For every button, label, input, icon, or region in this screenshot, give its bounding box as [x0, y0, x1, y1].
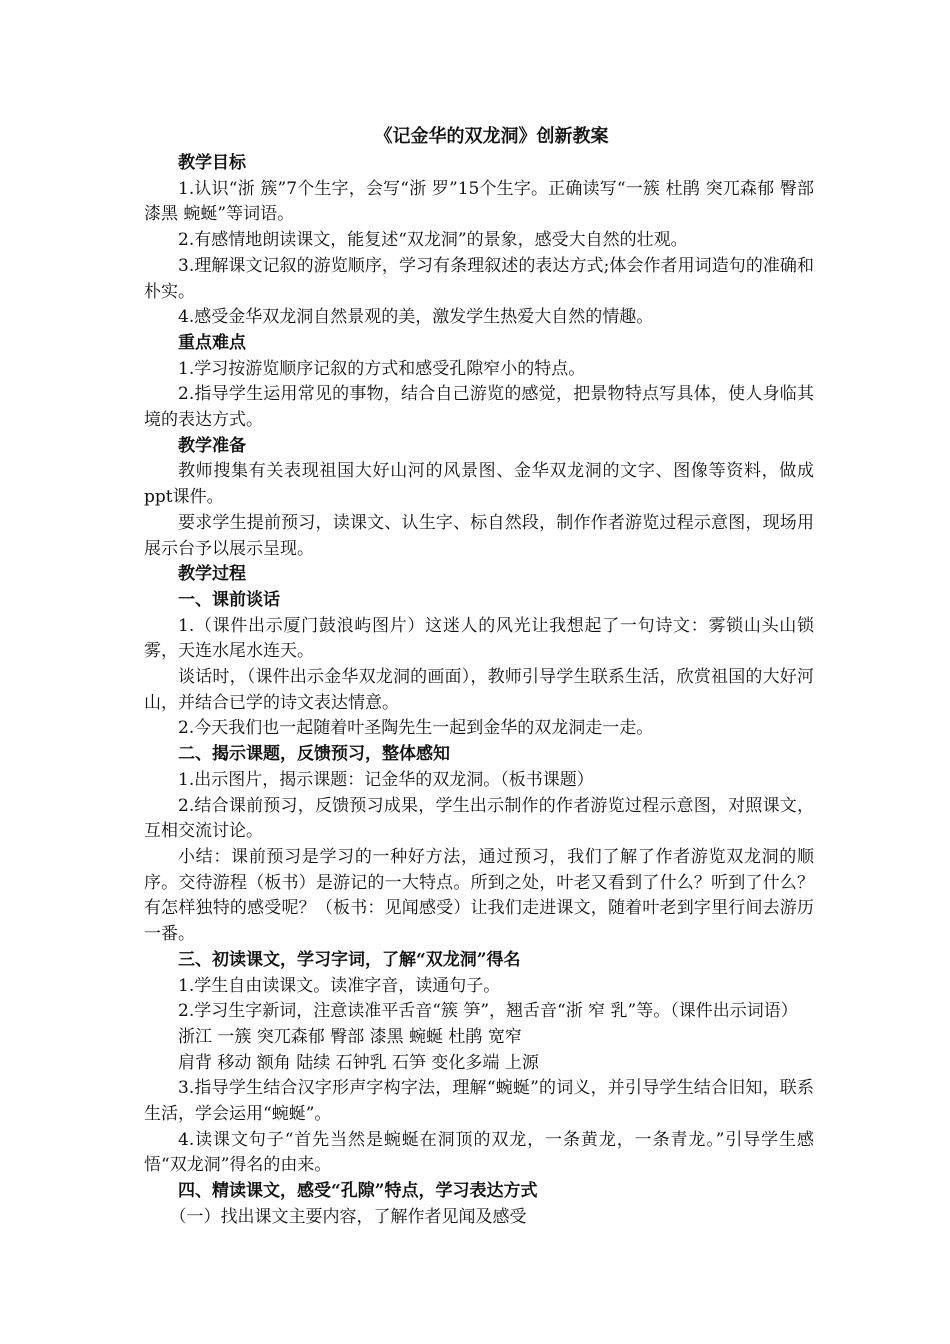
paragraph: 1.学生自由读课文。读准字音，读通句子。	[178, 975, 501, 996]
paragraph: 2.今天我们也一起随着叶圣陶先生一起到金华的双龙洞走一走。	[178, 718, 654, 739]
paragraph: 教师搜集有关表现祖国大好山河的风景图、金华双龙洞的文字、图像等资料，做成ppt课件。	[144, 461, 814, 508]
section-heading: 三、初读课文，学习字词，了解“双龙洞”得名	[178, 949, 521, 970]
section-heading: 二、揭示课题，反馈预习，整体感知	[178, 744, 450, 765]
paragraph: 3.指导学生结合汉字形声字构字法，理解“蜿蜒”的词义，并引导学生结合旧知，联系生活，学会运用“蜿蜒”。	[144, 1078, 814, 1125]
section-heading: 教学过程	[178, 564, 246, 585]
paragraph: 谈话时，（课件出示金华双龙洞的画面），教师引导学生联系生活，欣赏祖国的大好河山，并结合已学的诗文表达情意。	[144, 667, 814, 713]
document-body	[144, 151, 814, 1231]
paragraph: 1.学习按游览顺序记叙的方式和感受孔隙窄小的特点。	[178, 358, 586, 379]
section-heading: 教学目标	[178, 153, 246, 173]
document-page	[144, 123, 814, 1231]
section-heading: 教学准备	[178, 435, 246, 456]
paragraph: 4.感受金华双龙洞自然景观的美，激发学生热爱大自然的情趣。	[178, 307, 654, 328]
paragraph: 1.认识“浙 簇”7个生字，会写“浙 罗”15个生字。正确读写“一簇 杜鹃 突兀森郁 臀部 漆黑 蜿蜒”等词语。	[144, 178, 814, 225]
section-heading: 四、精读课文，感受“孔隙”特点，学习表达方式	[178, 1181, 538, 1202]
paragraph: 4.读课文句子“首先当然是蜿蜒在洞顶的双龙，一条黄龙，一条青龙。”引导学生感悟“双龙洞”得名的由来。	[144, 1129, 814, 1176]
paragraph: 1.出示图片，揭示课题：记金华的双龙洞。（板书课题）	[178, 769, 594, 790]
section-heading: 一、课前谈话	[178, 589, 280, 610]
paragraph: 要求学生提前预习，读课文、认生字、标自然段，制作作者游览过程示意图，现场用展示台予以展示呈现。	[144, 512, 814, 559]
paragraph: 肩背 移动 额角 陆续 石钟乳 石笋 变化多端 上源	[178, 1052, 539, 1073]
document-title: 《记金华的双龙洞》创新教案	[374, 126, 609, 147]
paragraph: 浙江 一簇 突兀森郁 臀部 漆黑 蜿蜒 杜鹃 宽窄	[178, 1026, 522, 1047]
paragraph: 2.有感情地朗读课文，能复述“双龙洞”的景象，感受大自然的壮观。	[178, 230, 688, 251]
paragraph: 1.（课件出示厦门鼓浪屿图片）这迷人的风光让我想起了一句诗文：雾锁山头山锁雾，天连水尾水连天。	[144, 615, 814, 662]
paragraph: （一）找出课文主要内容，了解作者见闻及感受	[169, 1206, 527, 1227]
section-heading: 重点难点	[178, 332, 246, 353]
paragraph: 3.理解课文记叙的游览顺序，学习有条理叙述的表达方式;体会作者用词造句的准确和朴实。	[144, 255, 814, 302]
paragraph: 2.学习生字新词，注意读准平舌音“簇 笋”，翘舌音“浙 窄 乳”等。（课件出示词语）	[178, 1001, 798, 1022]
paragraph: 小结：课前预习是学习的一种好方法，通过预习，我们了解了作者游览双龙洞的顺序。交待游程（板书）是游记的一大特点。所到之处，叶老又看到了什么？听到了什么？有怎样独特的感受呢？（板书：见闻感受）让我们走进课文，随着叶老到字里行间去游历一番。	[144, 846, 814, 945]
paragraph: 2.结合课前预习，反馈预习成果，学生出示制作的作者游览过程示意图，对照课文，互相交流讨论。	[144, 795, 814, 842]
paragraph: 2.指导学生运用常见的事物，结合自己游览的感觉，把景物特点写具体，使人身临其境的表达方式。	[144, 384, 814, 431]
